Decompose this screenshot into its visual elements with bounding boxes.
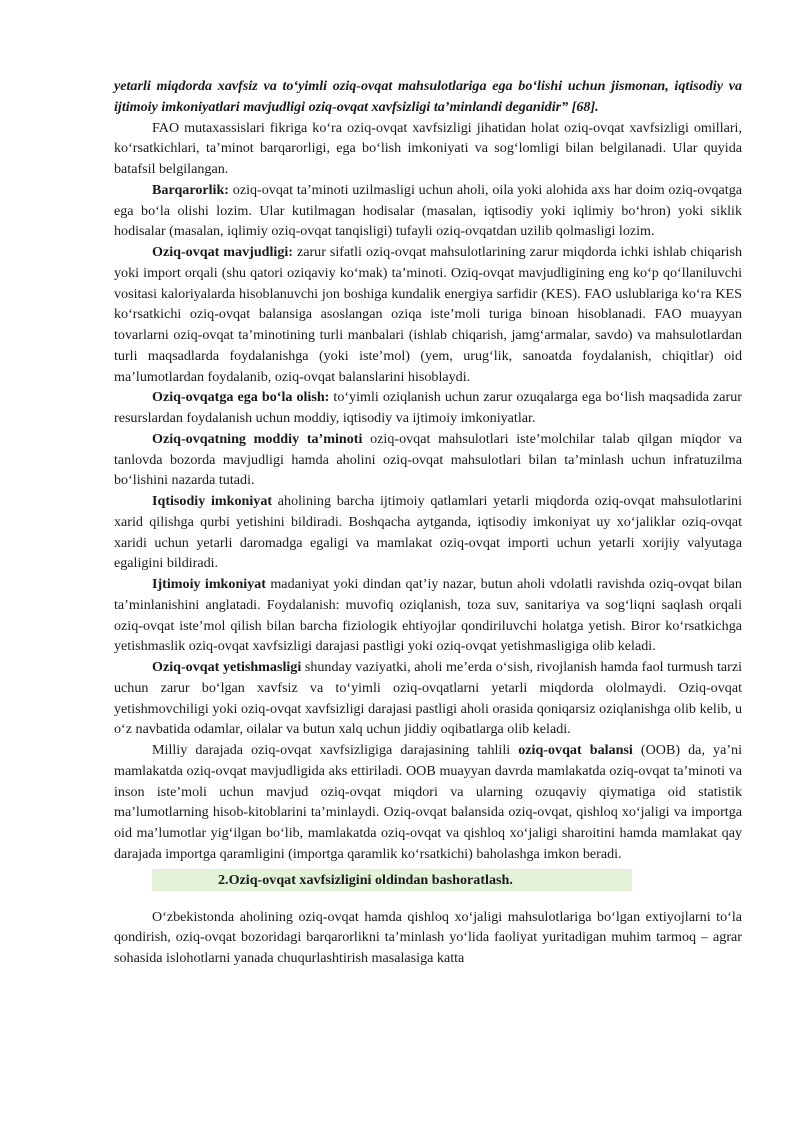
term-availability: Oziq-ovqat mavjudligi: [152,244,293,260]
intro-quote-text: yetarli miqdorda xavfsiz va to‘yimli oziq-ovqat mahsulotlariga ega bo‘lishi uchun jismonan, iqtisodiy va ijtimoiy imkoniyatlari mavjudligi oziq-ovqat xavfsizligi ta’minlandi deganidir” [68]. [114,78,742,115]
section-heading: 2.Oziq-ovqat xavfsizligini oldindan bashoratlash. [218,871,513,888]
paragraph-access [114,387,742,429]
term-stability: Barqarorlik: [152,181,229,198]
intro-quote [114,76,742,118]
spacer [114,891,742,907]
term-food-shortage: Oziq-ovqat yetishmasligi [152,659,302,675]
document-page [114,76,742,969]
paragraph-food-balance [114,740,742,865]
paragraph-availability [114,242,742,387]
term-access: Oziq-ovqatga ega bo‘la olish: [152,389,330,406]
paragraph-physical-supply [114,429,742,491]
text-food-balance: (OOB) da, ya’ni mamlakatda oziq-ovqat mavjudligida aks ettiriladi. OOB muayyan davrda mamlakatda oziq-ovqat ta’minoti va inson iste’moli uchun mavjud oziq-ovqat miqdori va ularning ozuqaviy qiymatiga oid statistik ma’lumotlarning hisob-kitoblarini ta’minlaydi. Oziq-ovqat balansida oziq-ovqat, qishloq xo‘jaligi va importga oid ma’lumotlar yig‘ilgan bo‘lib, mamlakatda oziq-ovqat va qishloq xo‘jaligi sharoitini hamda mamlakat qay darajada importga qaramligini (importga qaramlik ko‘rsatkichi) baholashga imkon beradi. [114,742,742,862]
section-heading-block [114,869,742,891]
paragraph-social-access [114,574,742,657]
text-access: to‘yimli oziqlanish uchun zarur ozuqalarga ega bo‘lish maqsadida zarur resurslardan foydalanish uchun moddiy, iqtisodiy va ijtimoiy imkoniyatlar. [114,389,742,426]
text-availability: zarur sifatli oziq-ovqat mahsulotlarining zarur miqdorda ichki ishlab chiqarish yoki import orqali (shu qatori oziqaviy ko‘mak) ta’minoti. Oziq-ovqat mavjudligining eng ko‘p qo‘llaniluvchi vositasi kaloriyalarda hisoblanuvchi jon boshiga kundalik energiya sarfidir (KES). FAO uslublariga ko‘ra KES ko‘rsatkichi oziq-ovqat balansiga asoslangan oziqa iste’moli turiga binoan hisoblanadi. FAO muayyan tovarlarni oziq-ovqat ta’minotining turli manbalari (ishlab chiqarish, jamg‘armalar, savdo) va mahsulotlardan turli maqsadlarda foydalanishga (yoki iste’mol) (yem, urug‘lik, sanoatda foydalanish, chiqitlar) oid ma’lumotlardan foydalanib, oziq-ovqat balanslarini hisoblaydi. [114,244,742,385]
term-physical-supply: Oziq-ovqatning moddiy ta’minoti [152,430,363,447]
text-food-shortage: shunday vaziyatki, aholi me’erda o‘sish, rivojlanish hamda faol turmush tarzi uchun zarur bo‘lgan xavfsiz va to‘yimli oziq-ovqatlarni yetarli miqdorda ololmaydi. Oziq-ovqat yetishmovchiligi yoki oziq-ovqat xavfsizligi darajasi pastligi aholi orasida qoniqarsiz oziqlanishga olib kelib, u o‘z navbatida odamlar, oilalar va butun xalq uchun jiddiy oqibatlarga olib keladi. [114,659,742,738]
text-economic-access: aholining barcha ijtimoiy qatlamlari yetarli miqdorda oziq-ovqat mahsulotlarini xarid qilishga qurbi yetishini bildiradi. Boshqacha aytganda, iqtisodiy imkoniyat uy xo‘jaliklar oziq-ovqat xaridi uchun yetarli daromadga egaligi va mamlakat oziq-ovqat importi uchun yetarli xorijiy valyutaga egaligini bildiradi. [114,493,742,572]
term-social-access: Ijtimoiy imkoniyat [152,576,266,592]
paragraph-fao: FAO mutaxassislari fikriga ko‘ra oziq-ovqat xavfsizligi jihatidan holat oziq-ovqat xavfsizligi omillari, ko‘rsatkichlari, ta’minot barqarorligi, ega bo‘lish imkoniyati va sog‘lomligi bilan belgilanadi. Ular quyida batafsil belgilangan. [114,119,742,177]
text-food-balance-pre: Milliy darajada oziq-ovqat xavfsizligiga darajasining tahlili [152,742,519,758]
term-economic-access: Iqtisodiy imkoniyat [152,493,273,509]
paragraph-economic-access [114,491,742,574]
text-stability: oziq-ovqat ta’minoti uzilmasligi uchun aholi, oila yoki alohida axs har doim oziq-ovqatga ega bo‘la olishi lozim. Ular kutilmagan hodisalar (masalan, iqtisodiy yoki iqlimiy bo‘hron) yoki siklik hodisalar (masalan, iqlimiy oziq-ovqat tanqisligi) tufayli oziq-ovqatdan uzilib qolmasligi lozim. [114,181,742,240]
term-food-balance: oziq-ovqat balansi [518,742,633,758]
text-social-access: madaniyat yoki dindan qat’iy nazar, butun aholi vdolatli ravishda oziq-ovqat bilan ta’minlanishini anglatadi. Foydalanish: muvofiq oziqlanish, toza suv, sanitariya va sog‘liqni saqlash orqali oziq-ovqat iste’mol qilish bilan barcha fiziologik ehtiyojlar qondiriluvchi holatga yetish. Biror ko‘rsatkichga yetishmaslik oziq-ovqat xavfsizligi darajasi pastligi yoki oziq-ovqat yetishmasligiga olib keladi. [114,576,742,655]
paragraph-food-shortage [114,657,742,740]
paragraph-stability [114,180,742,242]
paragraph-uzbekistan: O‘zbekistonda aholining oziq-ovqat hamda qishloq xo‘jaligi mahsulotlariga bo‘lgan extiyojlarni to‘la qondirish, oziq-ovqat bozoridagi barqarorlikni ta’minlash yo‘lida faoliyat yuritadigan muhim tarmoq – agrar sohasida islohotlarni yanada chuqurlashtirish masalasiga katta [114,908,742,966]
text-physical-supply: oziq-ovqat mahsulotlari iste’molchilar talab qilgan miqdor va tanlovda bozorda mavjudligi hamda aholini oziq-ovqat mahsulotlari bilan ta’minlash uchun infratuzilma bo‘lishini nazarda tutadi. [114,430,742,489]
